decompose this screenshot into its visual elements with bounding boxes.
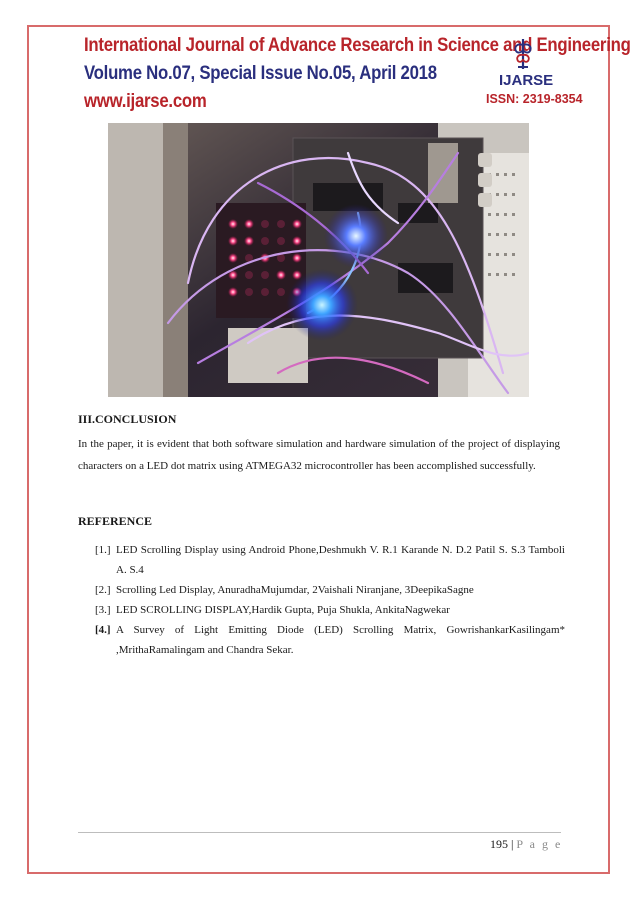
reference-number: [1.] bbox=[95, 544, 111, 556]
reference-item bbox=[95, 580, 565, 600]
website-link[interactable]: www.ijarse.com bbox=[84, 90, 207, 112]
reference-item bbox=[95, 620, 565, 660]
page-footer bbox=[490, 837, 562, 852]
journal-title: International Journal of Advance Research in Science and Engineering bbox=[84, 34, 631, 56]
reference-text: LED SCROLLING DISPLAY,Hardik Gupta, Puja Shukla, AnkitaNagwekar bbox=[116, 604, 450, 616]
reference-text: A Survey of Light Emitting Diode (LED) Scrolling Matrix, GowrishankarKasilingam* ,MrithaRamalingam and Chandra Sekar. bbox=[116, 624, 565, 656]
reference-item bbox=[95, 540, 565, 580]
ijarse-logo-icon bbox=[509, 37, 537, 71]
reference-item bbox=[95, 600, 565, 620]
brand-name: IJARSE bbox=[499, 72, 554, 89]
footer-separator: | bbox=[511, 837, 514, 851]
page-number: 195 bbox=[490, 837, 508, 851]
reference-text: LED Scrolling Display using Android Phone,Deshmukh V. R.1 Karande N. D.2 Patil S. S.3 Tamboli A. S.4 bbox=[116, 544, 565, 576]
reference-text: Scrolling Led Display, AnuradhaMujumdar, 2Vaishali Niranjane, 3DeepikaSagne bbox=[116, 584, 474, 596]
conclusion-heading: III.CONCLUSION bbox=[78, 412, 177, 426]
reference-number: [2.] bbox=[95, 584, 111, 596]
footer-divider bbox=[78, 832, 561, 833]
references-heading: REFERENCE bbox=[78, 514, 153, 528]
led-dot-matrix-photo bbox=[108, 123, 529, 397]
volume-line: Volume No.07, Special Issue No.05, April 2018 bbox=[84, 62, 437, 84]
page-label: P a g e bbox=[516, 837, 563, 851]
reference-number: [4.] bbox=[95, 624, 111, 636]
reference-number: [3.] bbox=[95, 604, 111, 616]
issn: ISSN: 2319-8354 bbox=[486, 92, 583, 106]
conclusion-paragraph: In the paper, it is evident that both software simulation and hardware simulation of the project of displaying characters on a LED dot matrix using ATMEGA32 microcontroller has been accomplished successfully. bbox=[78, 438, 560, 472]
